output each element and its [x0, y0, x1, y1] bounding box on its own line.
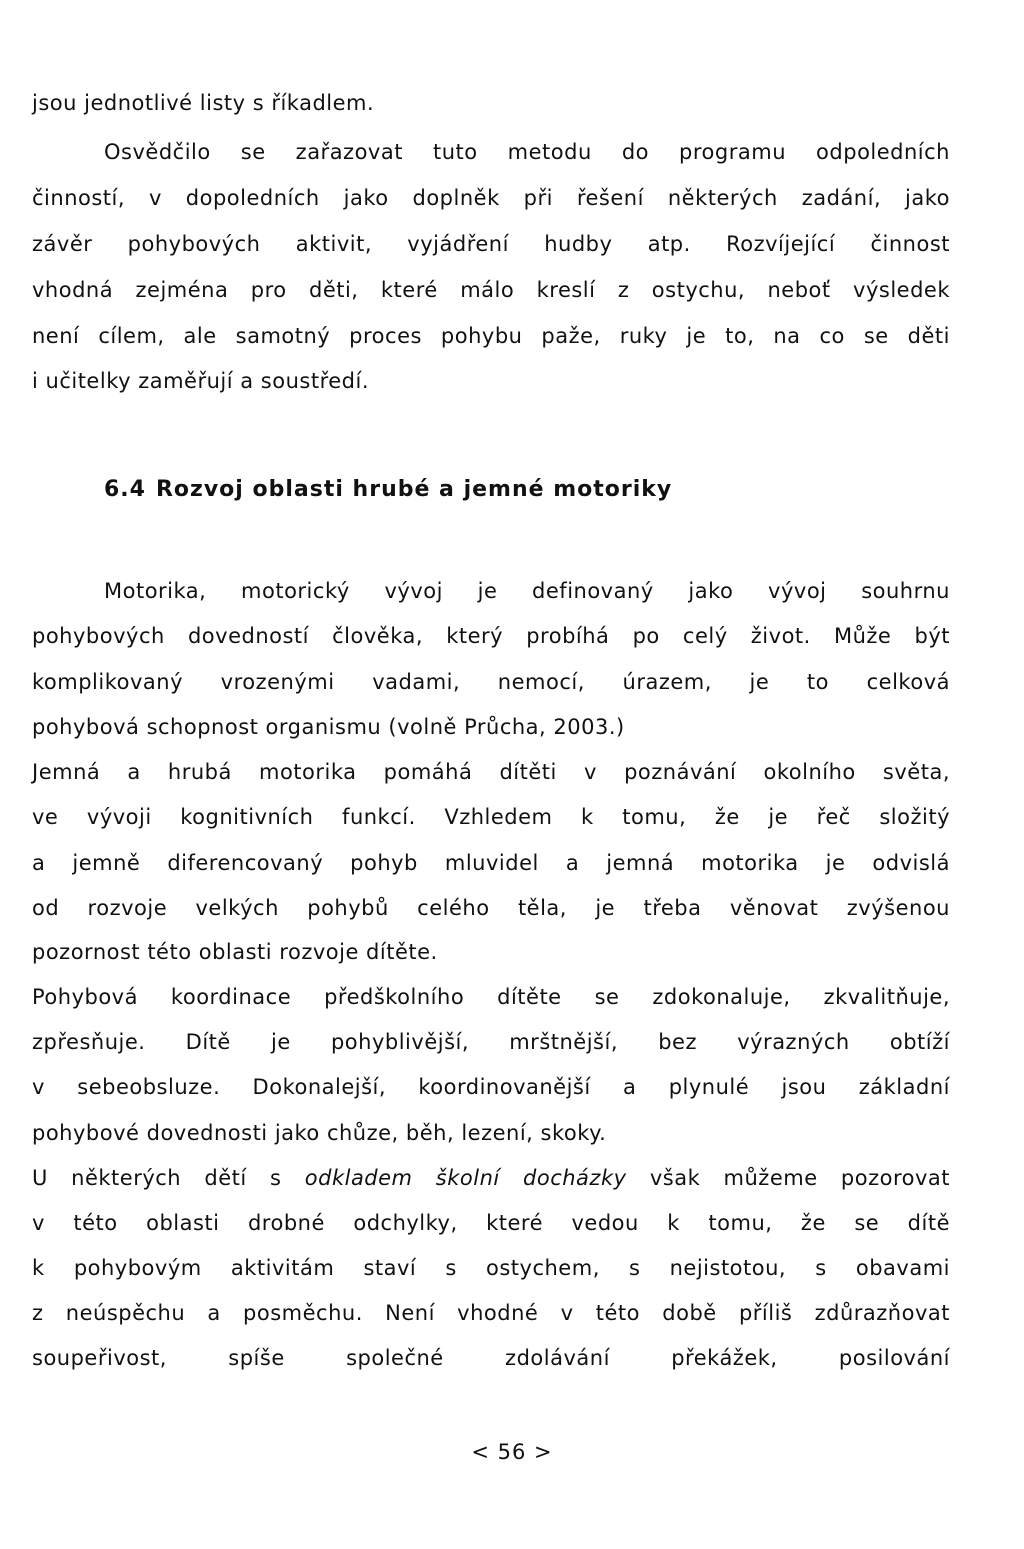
text-line: a jemně diferencovaný pohyb mluvidel a jemná motorika je odvislá: [32, 851, 950, 875]
text-segment: však můžeme pozorovat: [626, 1166, 951, 1190]
text-line: činností, v dopoledních jako doplněk při řešení některých zadání, jako: [32, 186, 950, 210]
text-line: pohybová schopnost organismu (volně Průcha, 2003.): [32, 715, 625, 739]
text-line: z neúspěchu a posměchu. Není vhodné v této době příliš zdůrazňovat: [32, 1301, 950, 1325]
text-line: komplikovaný vrozenými vadami, nemocí, úrazem, je to celková: [32, 670, 950, 694]
text-line: soupeřivost, spíše společné zdolávání překážek, posilování: [32, 1346, 950, 1370]
text-line: zpřesňuje. Dítě je pohyblivější, mrštnější, bez výrazných obtíží: [32, 1030, 950, 1054]
text-segment: U některých dětí s: [32, 1166, 305, 1190]
page-number: < 56 >: [471, 1440, 553, 1464]
text-line: Osvědčilo se zařazovat tuto metodu do programu odpoledních: [104, 140, 950, 164]
text-line: v sebeobsluze. Dokonalejší, koordinovanější a plynulé jsou základní: [32, 1075, 950, 1099]
text-line: není cílem, ale samotný proces pohybu paže, ruky je to, na co se děti: [32, 324, 950, 348]
text-line: jsou jednotlivé listy s říkadlem.: [32, 91, 375, 115]
text-line: Motorika, motorický vývoj je definovaný jako vývoj souhrnu: [104, 579, 950, 603]
section-title: Rozvoj oblasti hrubé a jemné motoriky: [155, 477, 673, 502]
text-line: [32, 1163, 950, 1193]
emphasized-text: odkladem školní docházky: [304, 1166, 627, 1190]
text-line: v této oblasti drobné odchylky, které vedou k tomu, že se dítě: [32, 1211, 950, 1235]
text-line: ve vývoji kognitivních funkcí. Vzhledem k tomu, že je řeč složitý: [32, 805, 950, 829]
section-heading: [104, 477, 672, 502]
text-line: k pohybovým aktivitám staví s ostychem, s nejistotou, s obavami: [32, 1256, 950, 1280]
section-number: 6.4: [104, 477, 146, 502]
text-line: Pohybová koordinace předškolního dítěte se zdokonaluje, zkvalitňuje,: [32, 985, 950, 1009]
text-line: pohybových dovedností člověka, který probíhá po celý život. Může být: [32, 624, 950, 648]
text-line: od rozvoje velkých pohybů celého těla, je třeba věnovat zvýšenou: [32, 896, 950, 920]
text-line: pohybové dovednosti jako chůze, běh, lezení, skoky.: [32, 1121, 607, 1145]
text-line: Jemná a hrubá motorika pomáhá dítěti v poznávání okolního světa,: [32, 760, 950, 784]
text-line: závěr pohybových aktivit, vyjádření hudby atp. Rozvíjející činnost: [32, 232, 950, 256]
text-line: i učitelky zaměřují a soustředí.: [32, 369, 370, 393]
text-line: vhodná zejména pro děti, které málo kreslí z ostychu, neboť výsledek: [32, 278, 950, 302]
text-line: pozornost této oblasti rozvoje dítěte.: [32, 940, 438, 964]
